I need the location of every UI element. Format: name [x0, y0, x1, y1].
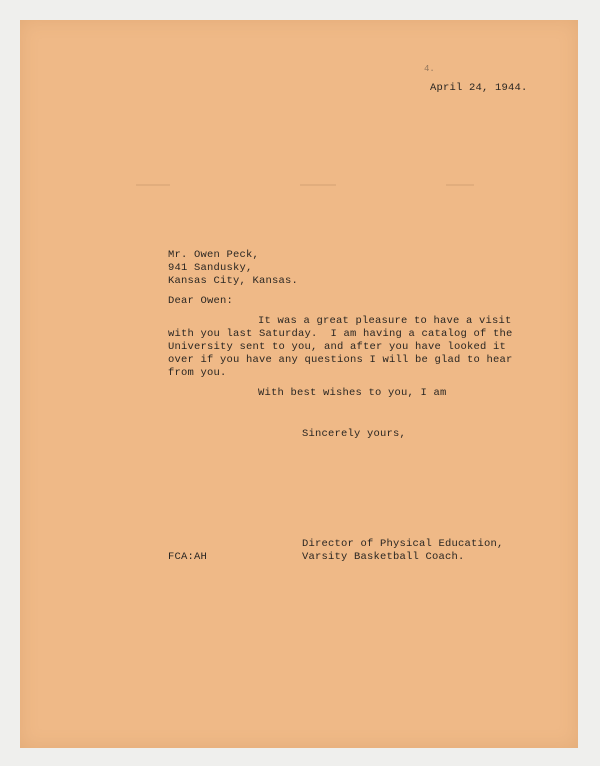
body-line: University sent to you, and after you have looked it — [168, 341, 507, 353]
typist-initials: FCA:AH — [168, 551, 208, 563]
salutation: Dear Owen: — [168, 295, 234, 307]
recipient-street: 941 Sandusky, — [168, 262, 253, 274]
faint-mark — [300, 184, 336, 186]
signature-title-line2: Varsity Basketball Coach. — [302, 551, 465, 563]
complimentary-close: Sincerely yours, — [302, 428, 407, 440]
body-line: It was a great pleasure to have a visit — [258, 315, 512, 327]
letter-page — [20, 20, 578, 748]
body-line: from you. — [168, 367, 227, 379]
body-line: with you last Saturday. I am having a catalog of the — [168, 328, 513, 340]
signature-title-line1: Director of Physical Education, — [302, 538, 504, 550]
recipient-city: Kansas City, Kansas. — [168, 275, 299, 287]
letter-date: April 24, 1944. — [430, 82, 528, 94]
faint-mark — [446, 184, 474, 186]
body-line: over if you have any questions I will be glad to hear — [168, 354, 513, 366]
faint-mark — [136, 184, 170, 186]
closing-wish: With best wishes to you, I am — [258, 387, 447, 399]
corner-mark: 4. — [424, 64, 435, 74]
recipient-name: Mr. Owen Peck, — [168, 249, 260, 261]
